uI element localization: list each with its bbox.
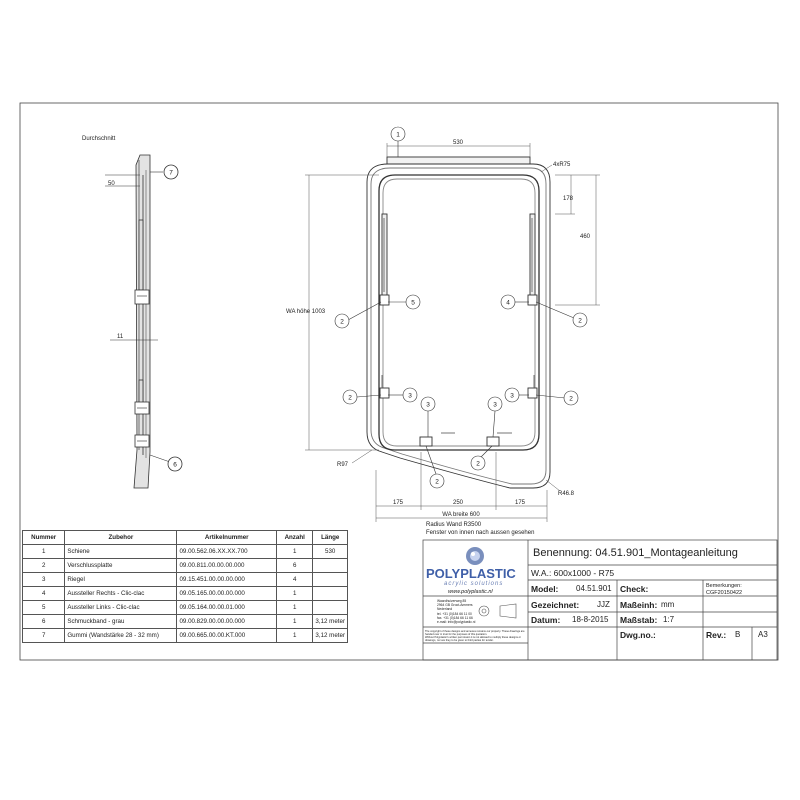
top-rail: [387, 157, 530, 164]
table-row: [23, 629, 348, 643]
address-line: tel. +31 (0)184 66 11 00: [437, 612, 472, 616]
cell-nr: 5: [23, 601, 65, 615]
cell-qty: 1: [277, 601, 313, 615]
address-line: Nederland: [437, 607, 453, 611]
front-view-dimensions: [286, 140, 600, 536]
dim-section-50: 50: [108, 181, 115, 187]
dim-wa-hoehe: WA höhe 1003: [286, 309, 326, 315]
section-title: Durchschnitt: [82, 136, 116, 142]
cell-name: Gummi (Wandstärke 28 - 32 mm): [65, 629, 177, 643]
cell-name: Verschlussplatte: [65, 559, 177, 573]
cell-len: 530: [313, 545, 348, 559]
dim-wa-breite: WA breite 600: [442, 512, 480, 518]
balloon-2-c: 2: [348, 394, 352, 402]
cell-len: [313, 559, 348, 573]
col-laenge: Länge: [313, 531, 348, 545]
table-row: [23, 559, 348, 573]
cell-name: Riegel: [65, 573, 177, 587]
balloon-1: 1: [396, 131, 400, 139]
section-view: [82, 136, 182, 488]
address-line: 2964 GB Groot-Ammers: [437, 603, 473, 607]
masseinh-label: Maßeinh:: [620, 600, 658, 610]
balloon-3-b: 3: [510, 392, 514, 400]
address-line: fax. +31 (0)184 66 11 66: [437, 616, 473, 620]
cell-name: Schiene: [65, 545, 177, 559]
cell-name: Aussteller Rechts - Clic-clac: [65, 587, 177, 601]
datum-label: Datum:: [531, 615, 561, 625]
dwg-label: Dwg.no.:: [620, 630, 656, 640]
check-label: Check:: [620, 584, 649, 594]
cell-art: 09.15.451.00.00.00.000: [177, 573, 277, 587]
bemerkungen-value: CGF20150422: [706, 590, 743, 596]
balloon-5: 5: [411, 299, 415, 307]
balloon-3-c: 3: [426, 401, 430, 409]
window-front-view: [367, 157, 550, 488]
front-view-balloons: [335, 127, 587, 488]
table-row: [23, 587, 348, 601]
rev-label: Rev.:: [706, 630, 727, 640]
cell-len: 3,12 meter: [313, 629, 348, 643]
massstab-label: Maßstab:: [620, 615, 658, 625]
cell-name: Schmuckband - grau: [65, 615, 177, 629]
col-artikelnummer: Artikelnummer: [177, 531, 277, 545]
cell-art: 09.00.665.00.00.KT.000: [177, 629, 277, 643]
dim-530: 530: [452, 140, 464, 146]
cell-len: [313, 587, 348, 601]
brand-name: POLYPLASTIC: [426, 566, 516, 581]
cell-nr: 6: [23, 615, 65, 629]
balloon-2-a: 2: [340, 318, 344, 326]
benennung: Benennung: 04.51.901_Montageanleitung: [533, 547, 738, 559]
dim-178: 178: [563, 196, 574, 202]
table-row: [23, 615, 348, 629]
dim-R97: R97: [337, 462, 349, 468]
cell-len: 3,12 meter: [313, 615, 348, 629]
table-row: [23, 601, 348, 615]
cell-nr: 4: [23, 587, 65, 601]
model-label: Model:: [531, 584, 559, 594]
table-row: [23, 573, 348, 587]
cell-nr: 1: [23, 545, 65, 559]
cell-art: 09.00.562.06.XX.XX.700: [177, 545, 277, 559]
dim-250: 250: [452, 500, 464, 506]
copyright-line: The copyright of these designs and annexes remains our property. These drawings are handed over in trust for the purposes of this quotation.: [425, 630, 525, 636]
masseinh-value: mm: [661, 600, 675, 609]
cell-nr: 3: [23, 573, 65, 587]
bemerkungen-label: Bemerkungen:: [706, 583, 742, 589]
address-line: Waardhuizerweg 85: [437, 599, 467, 603]
dim-R46: R46.8: [558, 491, 575, 497]
dim-section-11: 11: [117, 334, 124, 340]
cell-qty: 1: [277, 615, 313, 629]
cell-name: Aussteller Links - Clic-clac: [65, 601, 177, 615]
note-view: Fenster von innen nach aussen gesehen: [426, 530, 535, 536]
parts-list-table: [22, 530, 348, 643]
dim-4xR75: 4xR75: [553, 162, 571, 168]
balloon-2-f: 2: [476, 460, 480, 468]
cell-qty: 6: [277, 559, 313, 573]
cell-qty: 4: [277, 573, 313, 587]
balloon-7: 7: [169, 169, 173, 177]
cell-art: 09.05.164.00.00.01.000: [177, 601, 277, 615]
table-row: [23, 545, 348, 559]
balloon-2-d: 2: [569, 395, 573, 403]
copyright-line: Without Polyplastic's written permission it is not allowed to multiply these designs or drawings, nor are they to be given to third parties for tender.: [425, 636, 521, 642]
cell-qty: 1: [277, 629, 313, 643]
address-line: e-mail: info@polyplastic.nl: [437, 620, 476, 624]
cell-len: [313, 601, 348, 615]
dim-175-right: 175: [514, 500, 526, 506]
cell-nr: 7: [23, 629, 65, 643]
cell-art: 09.00.811.00.00.00.000: [177, 559, 277, 573]
model-value: 04.51.901: [576, 584, 612, 593]
dim-175-left: 175: [392, 500, 404, 506]
cell-art: 09.00.829.00.00.00.000: [177, 615, 277, 629]
cell-nr: 2: [23, 559, 65, 573]
brand-slogan: acrylic solutions: [444, 581, 504, 587]
balloon-2-b: 2: [578, 317, 582, 325]
table-header-row: [23, 531, 348, 545]
col-anzahl: Anzahl: [277, 531, 313, 545]
cell-len: [313, 573, 348, 587]
brand-website: www.polyplastic.nl: [448, 589, 493, 595]
wa-size: W.A.: 600x1000 - R75: [531, 568, 615, 578]
col-nummer: Nummer: [23, 531, 65, 545]
cell-art: 09.05.165.00.00.00.000: [177, 587, 277, 601]
cell-qty: 1: [277, 545, 313, 559]
sheet-size: A3: [758, 630, 768, 639]
rev-value: B: [735, 630, 741, 639]
projection-symbol: [479, 604, 516, 618]
balloon-6: 6: [173, 461, 177, 469]
balloon-3-d: 3: [493, 401, 497, 409]
dim-460: 460: [580, 234, 591, 240]
gezeichnet-label: Gezeichnet:: [531, 600, 580, 610]
datum-value: 18-8-2015: [572, 615, 609, 624]
balloon-4: 4: [506, 299, 510, 307]
polyplastic-logo: [466, 547, 484, 565]
massstab-value: 1:7: [663, 615, 675, 624]
gezeichnet-value: JJZ: [597, 600, 610, 609]
col-zubehor: Zubehor: [65, 531, 177, 545]
note-radius: Radius Wand R3500: [426, 522, 482, 528]
balloon-3-a: 3: [408, 392, 412, 400]
cell-qty: 1: [277, 587, 313, 601]
balloon-2-e: 2: [435, 478, 439, 486]
